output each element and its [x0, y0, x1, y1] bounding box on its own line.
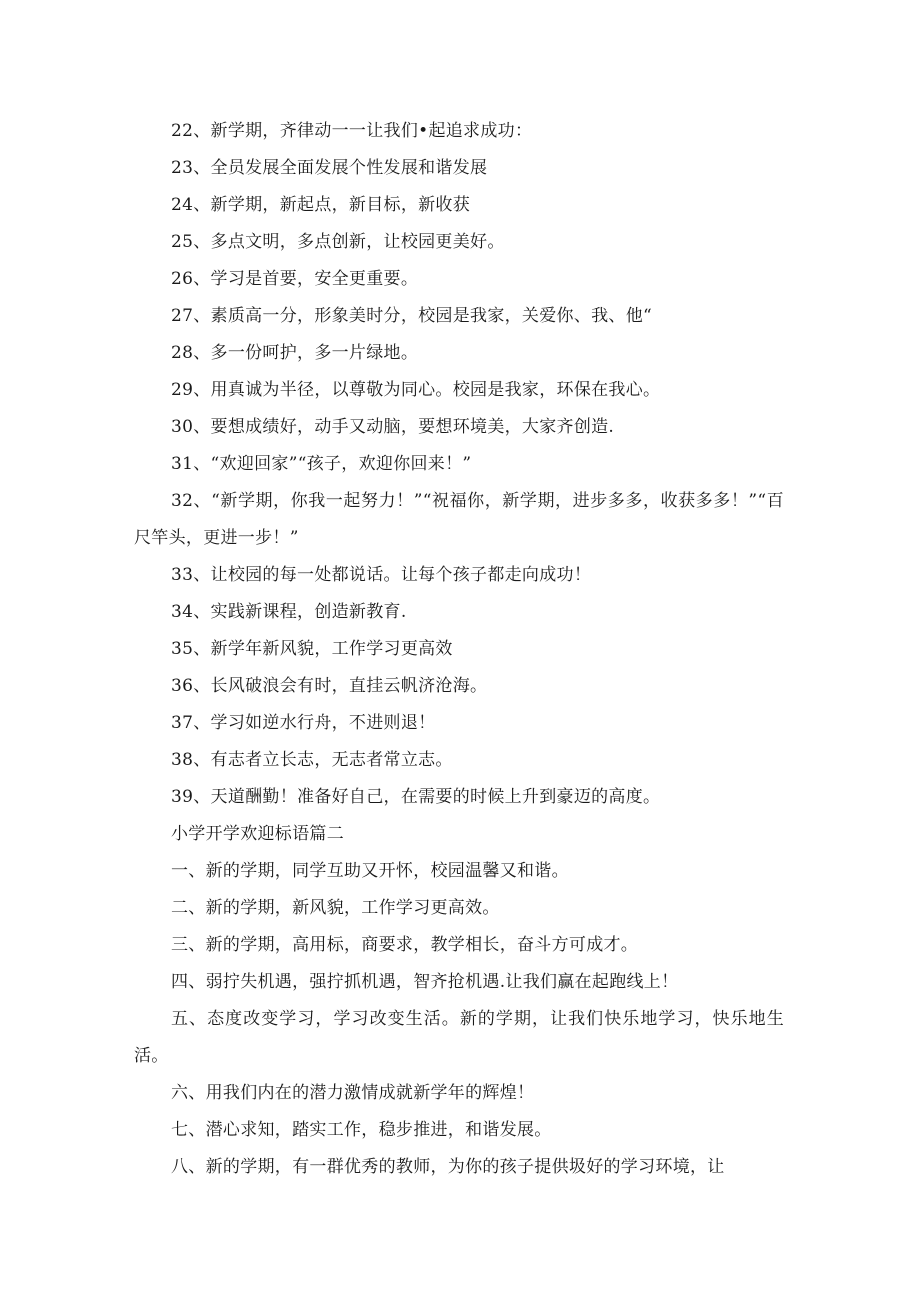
- paragraph-35: 35、新学年新风貌，工作学习更高效: [171, 639, 453, 659]
- paragraph-36: 36、长风破浪会有时，直挂云帆济沧海。: [171, 676, 488, 696]
- paragraph-five: 五、态度改变学习，学习改变生活。新的学期，让我们快乐地学习，快乐地生活。: [134, 1009, 784, 1066]
- paragraph-32: 32、“新学期，你我一起努力！”“祝福你，新学期，进步多多，收获多多！”“百尺竿头，更进一步！”: [134, 491, 784, 548]
- paragraph-31: 31、“欢迎回家”“孩子，欢迎你回来！”: [171, 454, 472, 474]
- paragraph-27: 27、素质高一分，形象美时分，校园是我家，关爱你、我、他“: [171, 306, 653, 326]
- paragraph-22: 22、新学期，齐律动一一让我们•起追求成功：: [171, 121, 533, 141]
- paragraph-four: 四、弱拧失机遇，强拧抓机遇，智齐抢机遇.让我们赢在起跑线上！: [171, 972, 679, 992]
- paragraph-30: 30、要想成绩好，动手又动脑，要想环境美，大家齐创造.: [171, 417, 615, 437]
- paragraph-33: 33、让校园的每一处都说话。让每个孩子都走向成功！: [171, 565, 592, 585]
- paragraph-one: 一、新的学期，同学互助又开怀，校园温馨又和谐。: [171, 861, 569, 881]
- paragraph-28: 28、多一份呵护，多一片绿地。: [171, 343, 419, 363]
- paragraph-three: 三、新的学期，高用标，商要求，教学相长，奋斗方可成才。: [171, 935, 639, 955]
- section-heading: 小学开学欢迎标语篇二: [171, 824, 344, 844]
- paragraph-26: 26、学习是首要，安全更重要。: [171, 269, 419, 289]
- paragraph-24: 24、新学期，新起点，新目标，新收获: [171, 195, 471, 215]
- document-body: [134, 113, 784, 1186]
- paragraph-38: 38、有志者立长志，无志者常立志。: [171, 750, 453, 770]
- paragraph-37: 37、学习如逆水行舟，不进则退！: [171, 713, 436, 733]
- paragraph-two: 二、新的学期，新风貌，工作学习更高效。: [171, 898, 500, 918]
- paragraph-34: 34、实践新课程，创造新教育.: [171, 602, 407, 622]
- paragraph-23: 23、全员发展全面发展个性发展和谐发展: [171, 158, 488, 178]
- paragraph-seven: 七、潜心求知，踏实工作，稳步推进，和谐发展。: [171, 1120, 552, 1140]
- paragraph-25: 25、多点文明，多点创新，让校园更美好。: [171, 232, 505, 252]
- paragraph-39: 39、天道酬勤！准备好自己，在需要的时候上升到豪迈的高度。: [171, 787, 661, 807]
- paragraph-29: 29、用真诚为半径，以尊敬为同心。校园是我家，环保在我心。: [171, 380, 661, 400]
- paragraph-six: 六、用我们内在的潜力激情成就新学年的辉煌！: [171, 1083, 535, 1103]
- paragraph-eight: 八、新的学期，有一群优秀的教师，为你的孩子提供圾好的学习环境，让: [171, 1157, 725, 1177]
